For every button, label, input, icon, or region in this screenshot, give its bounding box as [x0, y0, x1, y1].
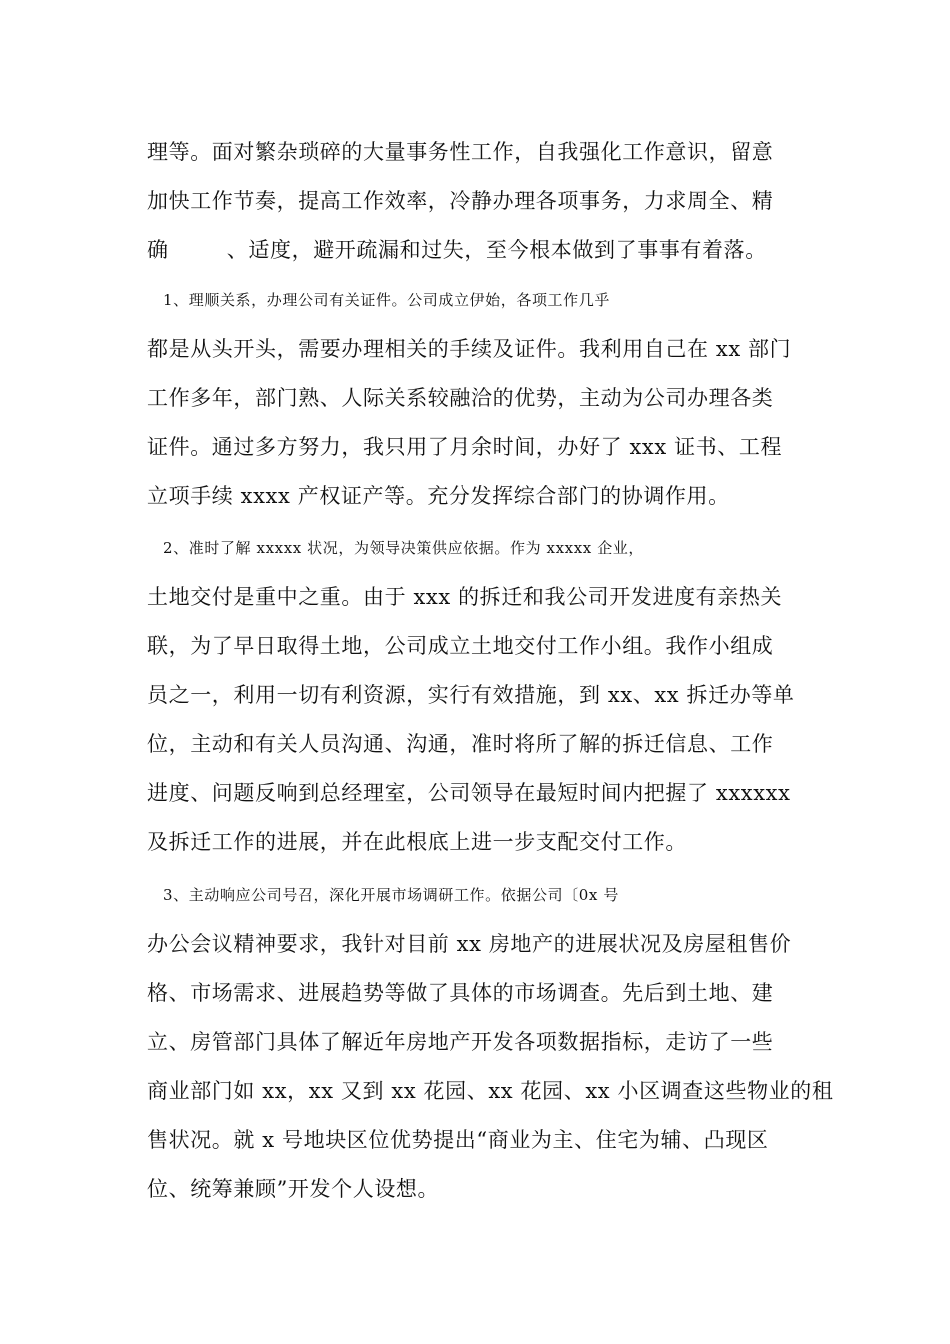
text-line: 及拆迁工作的进展，并在此根底上进一步支配交付工作。 — [147, 830, 687, 854]
paragraph-3-first-line: 3、主动响应公司号召，深化开展市场调研工作。依据公司〔0x 号 — [163, 886, 619, 904]
text-line: 加快工作节奏，提高工作效率，冷静办理各项事务，力求周全、精 — [147, 189, 774, 213]
text-line: 立项手续 xxxx 产权证产等。充分发挥综合部门的协调作用。 — [147, 484, 730, 508]
text-line: 确 、适度，避开疏漏和过失，至今根本做到了事事有着落。 — [147, 238, 767, 262]
text-line: 员之一，利用一切有利资源，实行有效措施，到 xx、xx 拆迁办等单 — [147, 683, 795, 707]
text-line: 土地交付是重中之重。由于 xxx 的拆迁和我公司开发进度有亲热关 — [147, 585, 783, 609]
text-line: 售状况。就 x 号地块区位优势提出“商业为主、住宅为辅、凸现区 — [147, 1128, 769, 1152]
text-line: 联，为了早日取得土地，公司成立土地交付工作小组。我作小组成 — [147, 634, 774, 658]
text-line: 格、市场需求、进展趋势等做了具体的市场调查。先后到土地、建 — [147, 981, 774, 1005]
text-line: 证件。通过多方努力，我只用了月余时间，办好了 xxx 证书、工程 — [147, 435, 783, 459]
text-line: 位，主动和有关人员沟通、沟通，准时将所了解的拆迁信息、工作 — [147, 732, 774, 756]
text-line: 办公会议精神要求，我针对目前 xx 房地产的进展状况及房屋租售价 — [147, 932, 792, 956]
text-line: 位、统筹兼顾”开发个人设想。 — [147, 1177, 440, 1201]
paragraph-2-first-line: 2、准时了解 xxxxx 状况，为领导决策供应依据。作为 xxxxx 企业， — [163, 539, 645, 557]
text-line: 理等。面对繁杂琐碎的大量事务性工作，自我强化工作意识，留意 — [147, 140, 774, 164]
text-line: 进度、问题反响到总经理室，公司领导在最短时间内把握了 xxxxxx — [147, 781, 791, 805]
paragraph-1-first-line: 1、理顺关系，办理公司有关证件。公司成立伊始，各项工作几乎 — [163, 291, 610, 309]
text-line: 商业部门如 xx，xx 又到 xx 花园、xx 花园、xx 小区调查这些物业的租 — [147, 1079, 834, 1103]
text-line: 都是从头开头，需要办理相关的手续及证件。我利用自己在 xx 部门 — [147, 337, 792, 361]
text-line: 工作多年，部门熟、人际关系较融洽的优势，主动为公司办理各类 — [147, 386, 774, 410]
text-line: 立、房管部门具体了解近年房地产开发各项数据指标，走访了一些 — [147, 1030, 774, 1054]
